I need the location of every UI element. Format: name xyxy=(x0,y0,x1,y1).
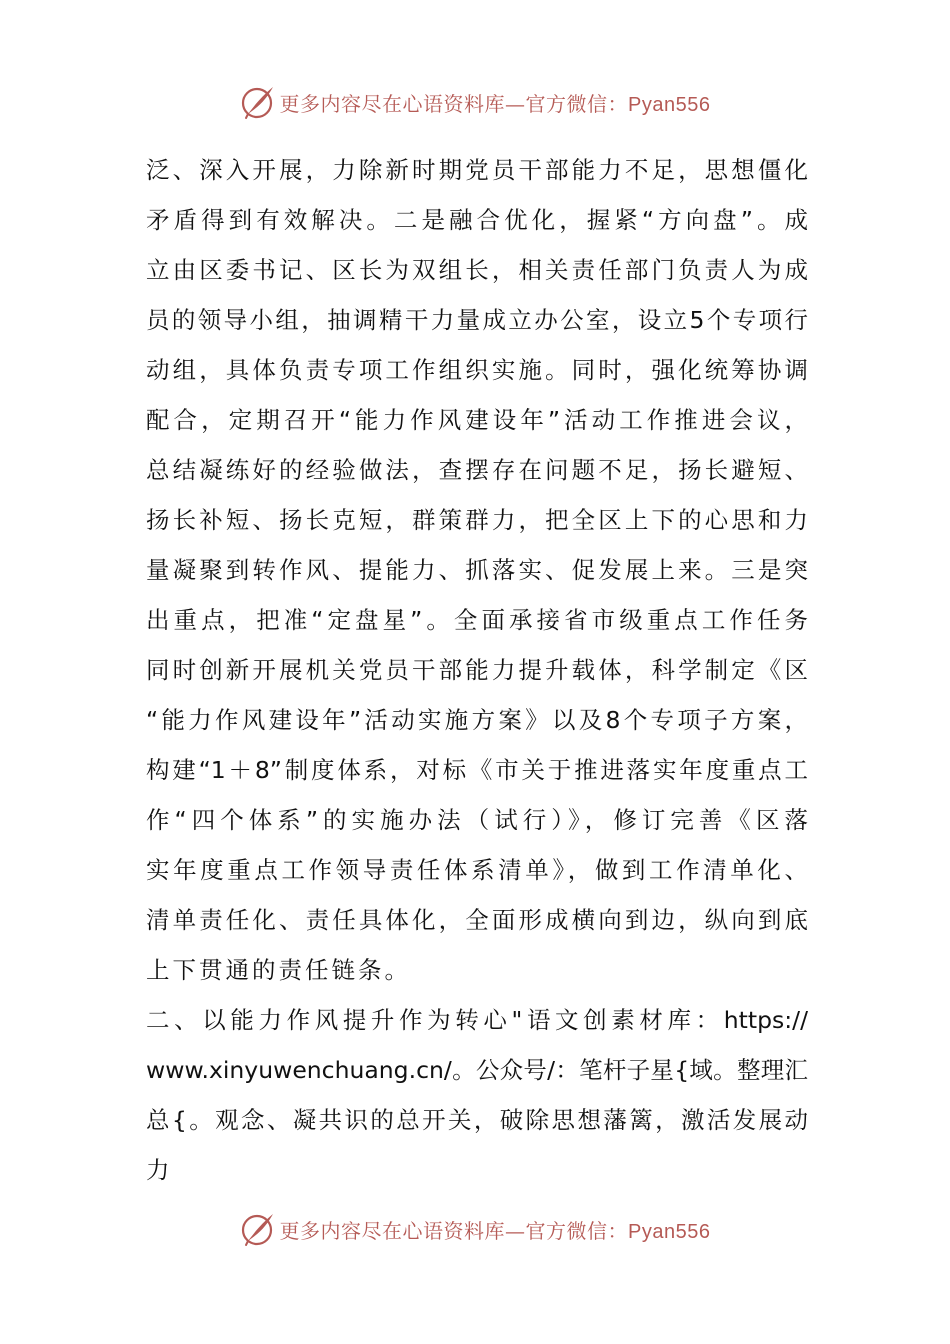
footer-banner-handle: Pyan556 xyxy=(628,1220,711,1243)
body-line: 扬长补短、扬长克短，群策群力，把全区上下的心思和力 xyxy=(146,506,808,534)
body-line: 力 xyxy=(146,1156,173,1184)
quill-logo-icon xyxy=(240,84,276,120)
document-body xyxy=(146,145,808,1195)
body-line: www.xinyuwenchuang.cn/。公众号/：笔杆子星{域。整理汇 xyxy=(146,1056,808,1084)
body-line: 立由区委书记、区长为双组长，相关责任部门负责人为成 xyxy=(146,256,808,284)
body-line: “能力作风建设年”活动实施方案》以及8个专项子方案， xyxy=(146,706,808,734)
body-line: 构建“1＋8”制度体系，对标《市关于推进落实年度重点工 xyxy=(146,756,808,784)
body-line: 动组，具体负责专项工作组织实施。同时，强化统筹协调 xyxy=(146,356,808,384)
body-line: 同时创新开展机关党员干部能力提升载体，科学制定《区 xyxy=(146,656,808,684)
body-line: 出重点，把准“定盘星”。全面承接省市级重点工作任务 xyxy=(146,606,808,634)
body-line: 作“四个体系”的实施办法（试行）》，修订完善《区落 xyxy=(146,806,808,834)
body-line: 泛、深入开展，力除新时期党员干部能力不足，思想僵化 xyxy=(146,156,808,184)
footer-watermark-banner xyxy=(0,1207,950,1251)
body-line: 二、以能力作风提升作为转心"语文创素材库：https:// xyxy=(146,1006,808,1034)
footer-banner-text: 更多内容尽在心语资料库—官方微信：Pyan556 xyxy=(279,1218,711,1243)
header-watermark-banner xyxy=(0,80,950,124)
body-line: 总结凝练好的经验做法，查摆存在问题不足，扬长避短、 xyxy=(146,456,808,484)
body-line: 矛盾得到有效解决。二是融合优化，握紧“方向盘”。成 xyxy=(146,206,808,234)
header-banner-handle: Pyan556 xyxy=(628,93,711,116)
body-line: 量凝聚到转作风、提能力、抓落实、促发展上来。三是突 xyxy=(146,556,808,584)
body-line: 员的领导小组，抽调精干力量成立办公室，设立5个专项行 xyxy=(146,306,808,334)
header-banner-text: 更多内容尽在心语资料库—官方微信：Pyan556 xyxy=(279,91,711,116)
body-line: 上下贯通的责任链条。 xyxy=(146,956,411,984)
body-line: 清单责任化、责任具体化，全面形成横向到边，纵向到底 xyxy=(146,906,808,934)
quill-logo-icon xyxy=(240,1211,276,1247)
body-line: 实年度重点工作领导责任体系清单》，做到工作清单化、 xyxy=(146,856,808,884)
body-line: 配合，定期召开“能力作风建设年”活动工作推进会议， xyxy=(146,406,808,434)
body-line: 总{。观念、凝共识的总开关，破除思想藩篱，激活发展动 xyxy=(146,1106,808,1134)
